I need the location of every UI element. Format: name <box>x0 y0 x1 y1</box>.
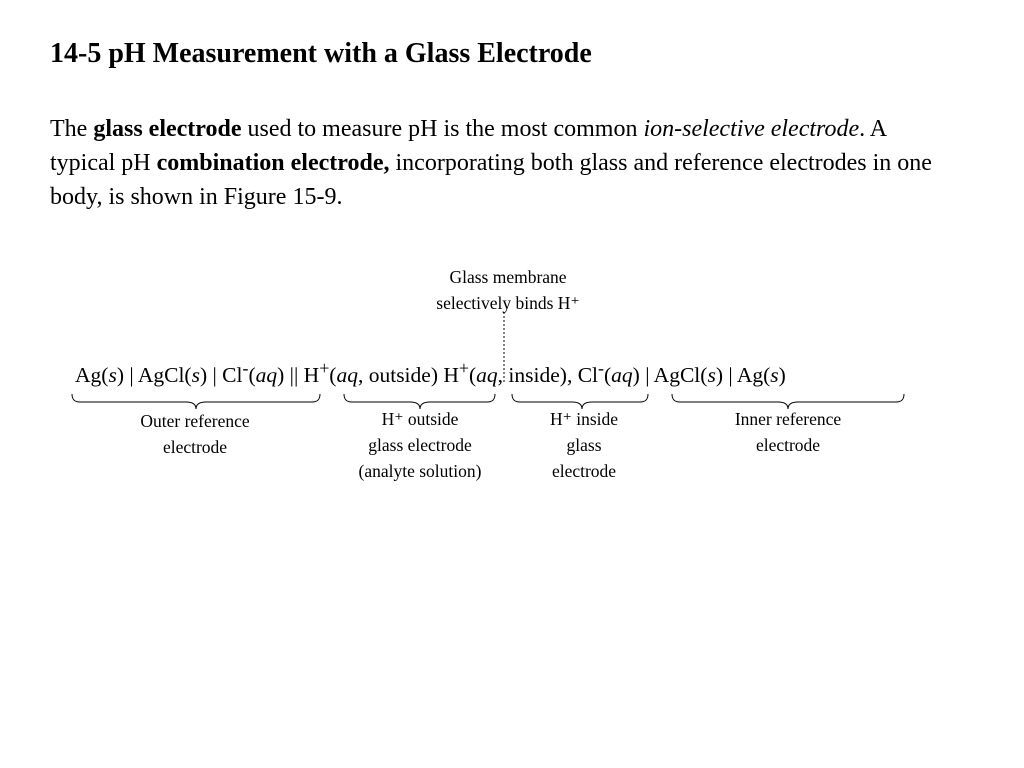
inner-reference-line-2: electrode <box>755 435 821 455</box>
cell-text: ( <box>329 363 337 388</box>
h-inside-label <box>514 406 654 484</box>
combination-electrode-term: combination electrode, <box>156 150 390 176</box>
phase-symbol: s <box>707 363 716 388</box>
phase-symbol: s <box>770 363 779 388</box>
h-inside-line-2: glass <box>566 435 602 455</box>
glass-electrode-term: glass electrode <box>93 116 242 142</box>
cell-text: , outside) H <box>357 363 459 388</box>
inner-reference-label <box>698 406 878 458</box>
phase-symbol: aq <box>336 363 358 388</box>
phase-symbol: aq <box>476 363 498 388</box>
phase-symbol: aq <box>255 363 278 388</box>
h-outside-line-1: H⁺ outside <box>381 409 459 429</box>
h-outside-line-3: (analyte solution) <box>358 461 482 481</box>
cell-text: ) | Cl <box>199 363 243 388</box>
cell-text: , inside), Cl <box>497 363 599 388</box>
charge-superscript: + <box>458 358 469 378</box>
charge-superscript: + <box>319 358 330 378</box>
cell-text: ) <box>778 363 786 388</box>
intro-text-2: used to measure pH is the most common <box>241 116 644 142</box>
page-title: 14-5 pH Measurement with a Glass Electrode <box>50 38 592 69</box>
cell-text: ( <box>469 363 477 388</box>
phase-symbol: s <box>191 363 200 388</box>
h-inside-line-1: H⁺ inside <box>549 409 619 429</box>
intro-text-3: . A typical pH <box>50 116 886 176</box>
charge-superscript: - <box>242 358 249 378</box>
h-inside-line-3: electrode <box>551 461 617 481</box>
cell-text: ) | AgCl( <box>116 363 192 388</box>
inner-reference-line-1: Inner reference <box>734 409 842 429</box>
glass-membrane-label-line-2: selectively binds H⁺ <box>436 293 580 313</box>
cell-notation <box>75 358 786 388</box>
h-outside-label <box>330 406 510 484</box>
cell-text: ) || H <box>277 363 320 388</box>
cell-text: ) | Ag( <box>715 363 771 388</box>
outer-reference-label <box>105 408 285 460</box>
charge-superscript: - <box>598 358 604 378</box>
outer-reference-brace <box>72 394 320 409</box>
ion-selective-electrode-term: ion-selective electrode <box>643 116 860 142</box>
cell-text: ( <box>603 363 612 388</box>
outer-reference-line-2: electrode <box>162 437 228 457</box>
glass-membrane-label-line-1: Glass membrane <box>449 267 567 287</box>
intro-text-4: incorporating both glass and reference electrodes in one body, is shown in Figure 15-9. <box>50 150 932 210</box>
cell-text: ) | AgCl( <box>632 363 708 388</box>
phase-symbol: s <box>108 363 117 388</box>
intro-text-1: The <box>50 116 94 142</box>
outer-reference-line-1: Outer reference <box>140 411 250 431</box>
cell-text: ( <box>248 363 256 388</box>
phase-symbol: aq <box>611 363 633 388</box>
h-outside-line-2: glass electrode <box>368 435 472 455</box>
cell-text: Ag( <box>75 363 109 388</box>
